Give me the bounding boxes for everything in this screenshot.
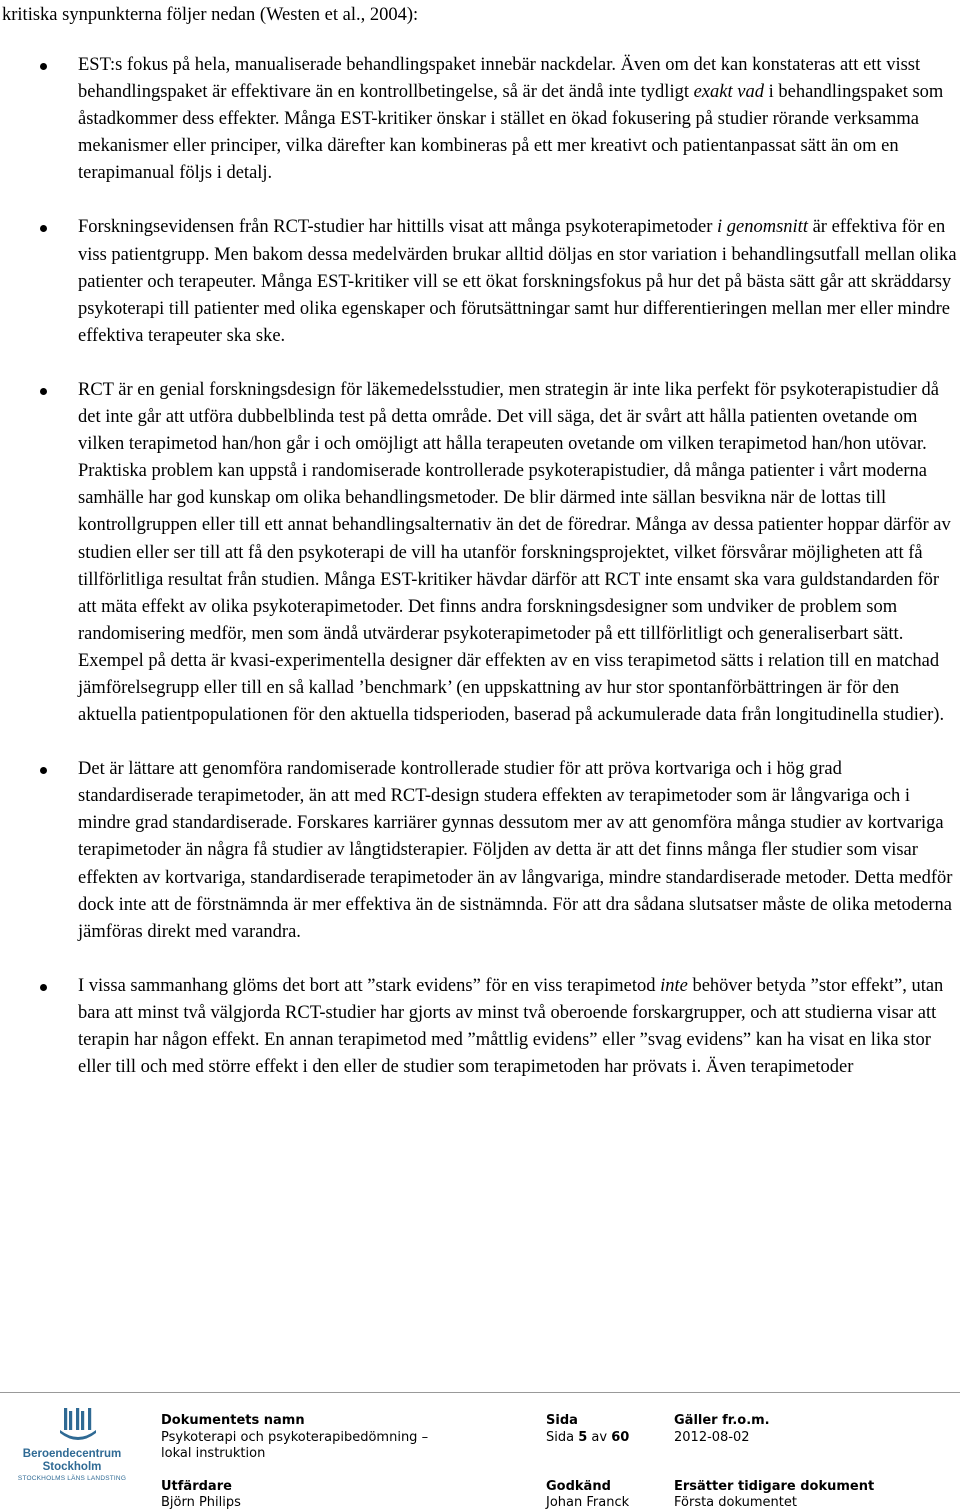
bullet-icon bbox=[40, 388, 47, 395]
footer-divider bbox=[0, 1392, 960, 1393]
issuer-value: Björn Philips bbox=[161, 1495, 241, 1510]
list-item bbox=[0, 756, 958, 946]
issuer-label: Utfärdare bbox=[161, 1479, 232, 1494]
item-text: i behandlingspaket som åstadkommer dess effekter. Många EST-kritiker önskar i stället en ökad fokusering på studier rörande verksamma mekanismer eller principer, vilka därefter kan kombineras på ett mer kreativt och patientanpassat sätt än om en terapimanual följs i detalj. bbox=[78, 82, 944, 184]
valid-from-label: Gäller fr.o.m. bbox=[674, 1413, 770, 1428]
bullet-icon bbox=[40, 225, 47, 232]
page-total: 60 bbox=[611, 1430, 630, 1445]
approved-label: Godkänd bbox=[546, 1479, 611, 1494]
logo-icon bbox=[58, 1408, 98, 1442]
item-text: RCT är en genial forskningsdesign för läkemedelsstudier, men strategin är inte lika perfekt för psykoterapistudier då det inte går att utföra dubbelblinda test på detta område. Det vill säga, det är svårt att hålla patienten ovetande om vilken terapimetod han/hon går i och omöjligt att hålla terapeuten ovetande om vilken terapimetod han/hon utövar. Praktiska problem kan uppstå i randomiserade kontrollerade psykoterapistudier, då många patienter i vårt moderna samhälle har god kunskap om olika behandlingsmetoder. De blir därmed inte sällan besvikna när de lottas till kontrollgruppen eller till ett annat behandlingsalternativ än det de föredrar. Många av dessa patienter hoppar därför av studien eller ser till att få den psykoterapi de vill ha utanför forskningsprojektet, vilket försvårar möjligheten att få tillförlitliga resultat från studien. Många EST-kritiker hävdar därför att RCT inte ensamt ska vara guldstandarden för att mäta effekt av olika psykoterapimetoder. Det finns andra forskningsdesigner som undviker de problem som randomisering medför, men som ändå utvärderar psykoterapimetoder på ett tillförlitligt och generaliserbart sätt. Exempel på detta är kvasi-experimentella designer där effekten av en viss terapimetod sätts i relation till en matchad jämförelsegrupp eller till en så kallad ’benchmark’ (en uppskattning av hur stor spontanförbättringen är för den aktuella patientpopulationen för den aktuella tidsperioden, baserad på ackumulerade data från longitudinella studier). bbox=[78, 379, 951, 726]
replaces-label: Ersätter tidigare dokument bbox=[674, 1479, 875, 1494]
item-text: I vissa sammanhang glöms det bort att ”stark evidens” för en viss terapimetod bbox=[78, 975, 661, 996]
doc-name-value-line2: lokal instruktion bbox=[161, 1446, 266, 1461]
organization-logo bbox=[16, 1408, 128, 1488]
doc-name-value-line1: Psykoterapi och psykoterapibedömning – bbox=[161, 1430, 429, 1445]
item-text: Forskningsevidensen från RCT-studier har hittills visat att många psykoterapimetoder bbox=[78, 217, 717, 238]
bullet-icon bbox=[40, 767, 47, 774]
list-item bbox=[0, 52, 958, 187]
item-emphasis: inte bbox=[660, 975, 688, 996]
list-item bbox=[0, 214, 958, 349]
item-emphasis: exakt vad bbox=[693, 82, 764, 103]
bullet-icon bbox=[40, 984, 47, 991]
bullet-icon bbox=[40, 63, 47, 70]
approved-value: Johan Franck bbox=[546, 1495, 630, 1510]
logo-name-line2: Stockholm bbox=[42, 1461, 102, 1473]
logo-subtitle: STOCKHOLMS LÄNS LANDSTING bbox=[17, 1475, 127, 1482]
page-of: av bbox=[591, 1430, 608, 1445]
replaces-value: Första dokumentet bbox=[674, 1495, 797, 1510]
page-current: 5 bbox=[578, 1430, 588, 1445]
item-text: är effektiva för en viss patientgrupp. Men bakom dessa medelvärden brukar alltid döljas en stor variation i behandlingsutfall mellan olika patienter och terapeuter. Många EST-kritiker vill se ett ökat forskningsfokus på hur det på bästa sätt går att skräddarsy psykoterapi till patienter med olika egenskaper och förutsättningar samt hur differentieringen mellan mer eller mindre effektiva terapeuter ska ske. bbox=[78, 217, 957, 346]
logo-name-line1: Beroendecentrum bbox=[22, 1448, 122, 1460]
list-item bbox=[0, 973, 958, 1081]
list-item bbox=[0, 377, 958, 729]
page-number bbox=[546, 1430, 629, 1446]
item-emphasis: i genomsnitt bbox=[717, 217, 808, 238]
intro-text: kritiska synpunkterna följer nedan (Westen et al., 2004): bbox=[2, 5, 419, 25]
bullet-list bbox=[0, 52, 958, 1108]
item-text: Det är lättare att genomföra randomiserade kontrollerade studier för att pröva kortvariga och i hög grad standardiserade terapimetoder, än att med RCT-design studera effekten av terapimetoder som är långvariga och i mindre grad standardiserade. Forskares karriärer gynnas dessutom mer av att genomföra många studier av kortvariga terapimetoder än några få studier av långtidsterapier. Följden av detta är att det finns många fler studier som visar effekten av kortvariga, standardiserade terapimetoder än av långvariga, mindre standardiserade metoder. Detta medför dock inte att de förstnämnda är mer effektiva än de sistnämnda. För att dra sådana slutsatser måste de olika metoderna jämföras direkt med varandra. bbox=[78, 759, 953, 942]
item-text: behöver betyda ”stor effekt”, utan bara att minst två välgjorda RCT-studier har gjorts av minst två oberoende forskargrupper, och att studierna visar att terapin har någon effekt. En annan terapimetod med ”måttlig evidens” eller ”svag evidens” kan ha visat en lika stor eller till och med större effekt i den eller de studier som terapimetoden har prövats i. Även terapimetoder bbox=[78, 975, 944, 1078]
page-word: Sida bbox=[546, 1430, 575, 1445]
valid-from-value: 2012-08-02 bbox=[674, 1430, 750, 1445]
page-label: Sida bbox=[546, 1413, 578, 1428]
doc-name-label: Dokumentets namn bbox=[161, 1413, 305, 1428]
item-text: EST:s fokus på hela, manualiserade behandlingspaket innebär nackdelar. Även om det kan konstateras att ett visst behandlingspaket är effektivare än en kontrollbetingelse, så är det ändå inte tydligt bbox=[78, 55, 921, 103]
